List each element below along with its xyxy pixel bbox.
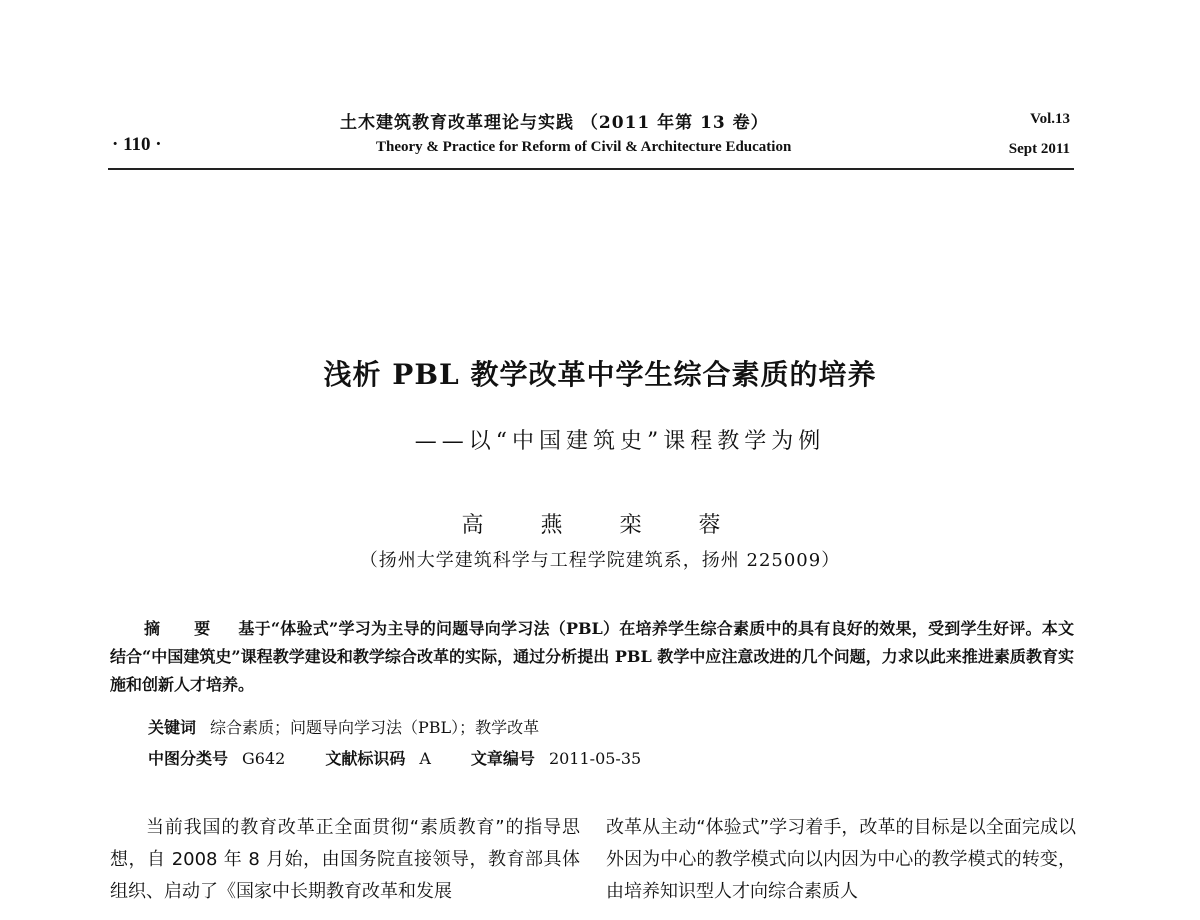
page-number: · 110 · — [112, 134, 162, 155]
article-authors: 高 燕 栾 蓉 — [461, 513, 739, 538]
clc-label: 中图分类号 — [148, 749, 229, 768]
abstract — [110, 615, 1074, 699]
body-column-left: 当前我国的教育改革正全面贯彻“素质教育”的指导思想，自 2008 年 8 月始，由国务院直接领导，教育部具体组织、启动了《国家中长期教育改革和发展 — [110, 817, 580, 902]
issue-date: Sept 2011 — [1008, 141, 1070, 157]
article-title: 浅析 PBL 教学改革中学生综合素质的培养 — [323, 358, 877, 391]
article-number-value: 2011-05-35 — [548, 749, 642, 768]
header-rule — [108, 168, 1074, 170]
article-subtitle: ——以“中国建筑史”课程教学为例 — [414, 429, 826, 454]
classification-line — [148, 745, 641, 773]
doc-code-value: A — [419, 749, 431, 768]
doc-code-label: 文献标识码 — [325, 749, 406, 768]
keywords-text: 综合素质；问题导向学习法（PBL）；教学改革 — [210, 718, 540, 737]
abstract-text: 基于“体验式”学习为主导的问题导向学习法（PBL）在培养学生综合素质中的具有良好的效果，受到学生好评。本文结合“中国建筑史”课程教学建设和教学综合改革的实际，通过分析提出 PBL 教学中应注意改进的几个问题，力求以此来推进素质教育实施和创新人才培养。 — [110, 619, 1074, 694]
author-affiliation: （扬州大学建筑科学与工程学院建筑系，扬州 225009） — [359, 550, 841, 571]
abstract-label: 摘 要 — [144, 619, 225, 638]
article-number-label: 文章编号 — [470, 749, 535, 768]
body-column-right: 改革从主动“体验式”学习着手，改革的目标是以全面完成以外因为中心的教学模式向以内因为中心的教学模式的转变，由培养知识型人才向综合素质人 — [606, 817, 1076, 902]
journal-title-cn: 土木建筑教育改革理论与实践 （2011 年第 13 卷） — [340, 113, 769, 133]
keywords-label: 关键词 — [148, 718, 197, 737]
keywords — [148, 714, 539, 742]
volume-label: Vol.13 — [1030, 111, 1070, 127]
journal-title-en: Theory & Practice for Reform of Civil & Architecture Education — [376, 139, 792, 155]
clc-value: G642 — [242, 749, 286, 768]
